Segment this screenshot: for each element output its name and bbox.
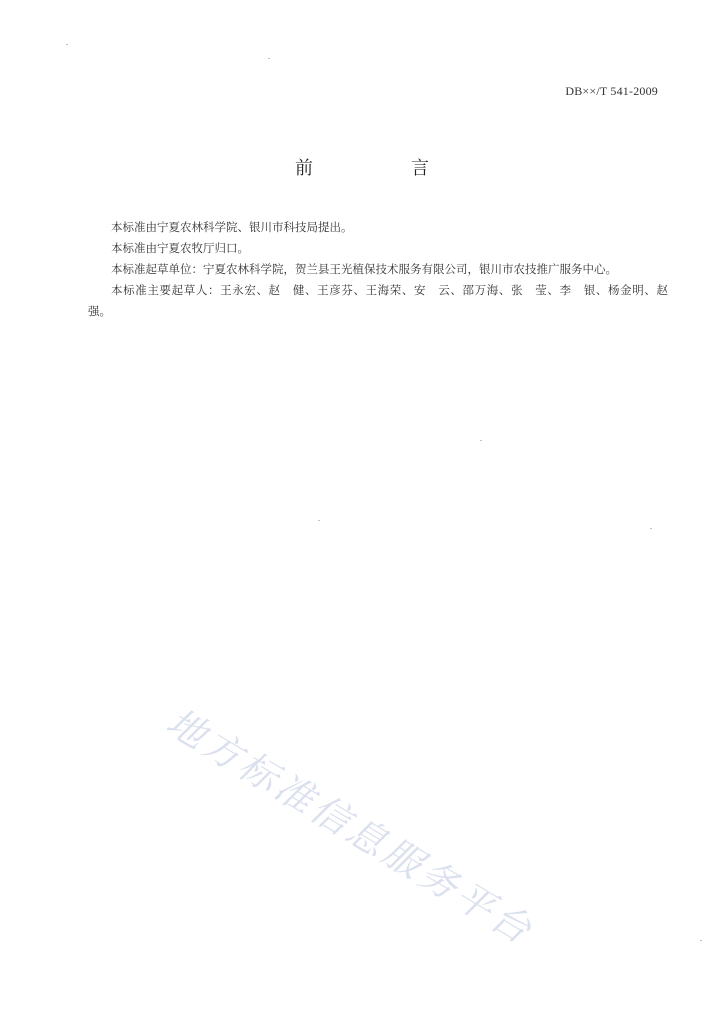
foreword-body xyxy=(88,217,680,322)
scan-speck xyxy=(650,528,652,529)
paragraph-administrator: 本标准由宁夏农牧厅归口。 xyxy=(111,241,249,255)
paragraph-drafters: 本标准主要起草人：王永宏、赵 健、王彦芬、王海荣、安 云、邵万海、张 莹、李 银、杨金明、赵 强。 xyxy=(88,283,680,318)
paragraph-drafting-units: 本标准起草单位：宁夏农林科学院，贺兰县王光植保技术服务有限公司，银川市农技推广服务中心。 xyxy=(111,262,617,276)
page-title: 前 言 xyxy=(295,158,469,179)
scan-speck xyxy=(66,44,68,45)
scan-speck xyxy=(318,520,320,521)
scan-speck xyxy=(480,440,482,441)
watermark-text: 地方标准信息服务平台 xyxy=(158,699,542,954)
scan-speck xyxy=(700,940,702,941)
paragraph-proposer: 本标准由宁夏农林科学院、银川市科技局提出。 xyxy=(111,220,353,234)
scan-speck xyxy=(268,58,270,59)
standard-code: DB××/T 541-2009 xyxy=(565,84,658,98)
